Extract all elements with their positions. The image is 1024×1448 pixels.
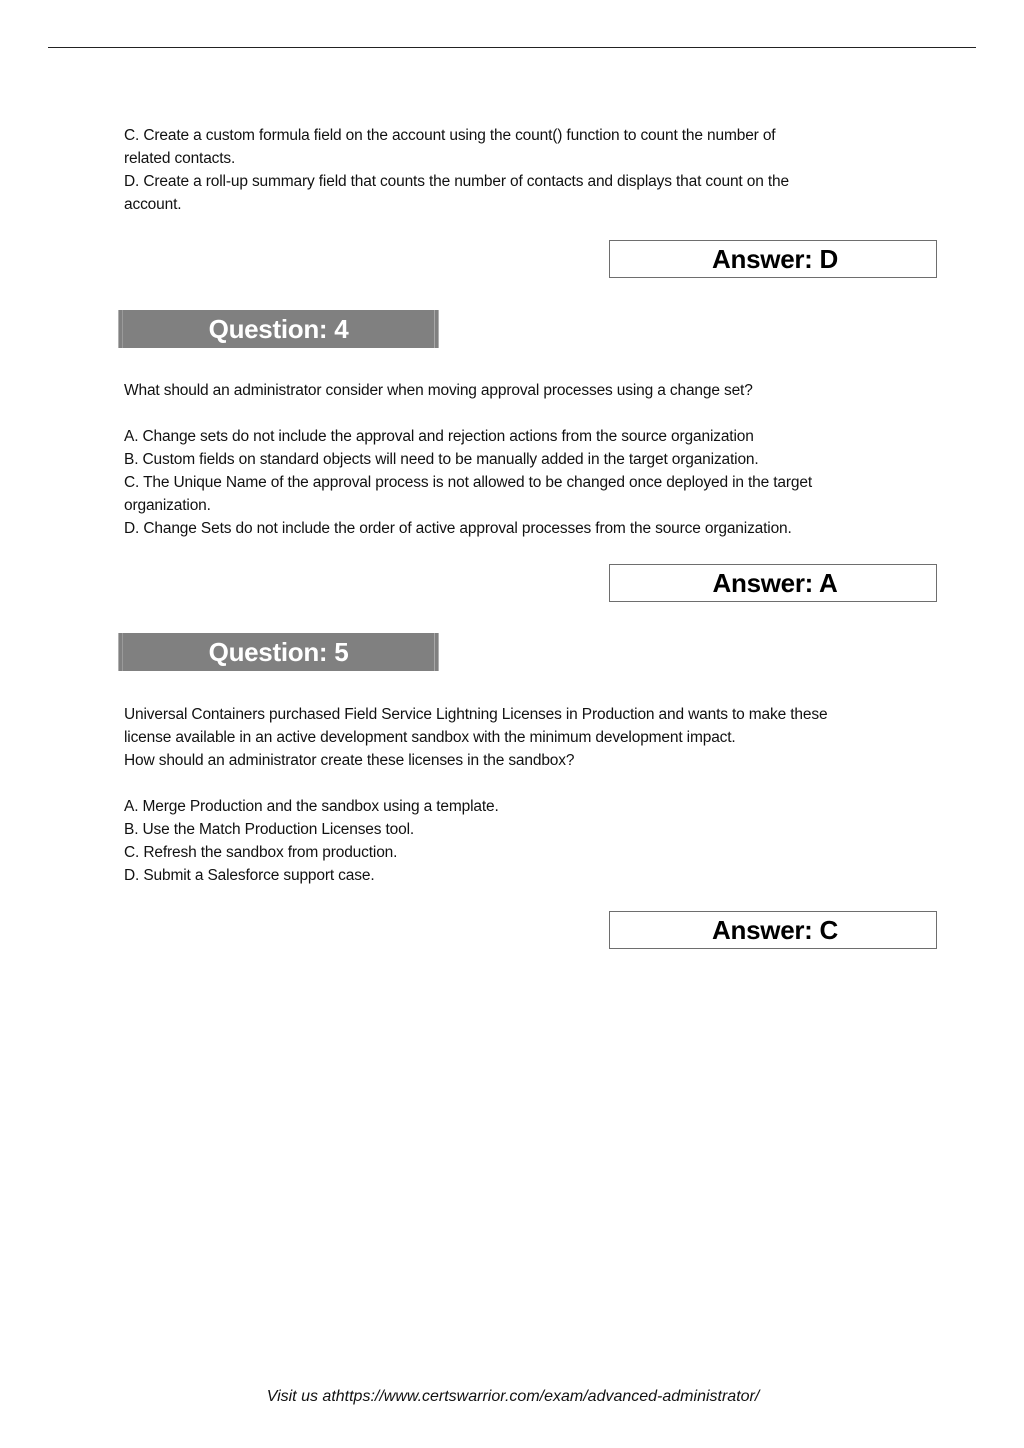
question-4-prompt [124, 379, 924, 402]
option-a: A. Change sets do not include the approval and rejection actions from the source organization [124, 428, 754, 445]
question-5-header [118, 633, 439, 671]
answer-label: Answer: D [712, 243, 838, 274]
option-c-line-1: C. The Unique Name of the approval process is not allowed to be changed once deployed in the target [124, 474, 812, 491]
answer-label: Answer: A [712, 567, 838, 598]
option-c: C. Refresh the sandbox from production. [124, 844, 398, 861]
option-a: A. Merge Production and the sandbox using a template. [124, 798, 499, 815]
answer-box-question-4 [609, 564, 937, 602]
question-3-options [124, 124, 924, 216]
option-b: B. Custom fields on standard objects will need to be manually added in the target organization. [124, 451, 759, 468]
option-d-line-2: account. [124, 196, 182, 213]
option-d: D. Submit a Salesforce support case. [124, 867, 375, 884]
answer-label: Answer: C [712, 914, 838, 945]
option-b: B. Use the Match Production Licenses tool. [124, 821, 415, 838]
question-5-title: Question: 5 [208, 636, 349, 667]
option-d-line-1: D. Create a roll-up summary field that counts the number of contacts and displays that count on the [124, 173, 789, 190]
option-c-line-2: related contacts. [124, 150, 236, 167]
prompt-line-1: Universal Containers purchased Field Service Lightning Licenses in Production and wants to make these [124, 706, 828, 723]
footer [0, 1388, 1024, 1406]
option-d: D. Change Sets do not include the order of active approval processes from the source organization. [124, 520, 792, 537]
header-divider [48, 47, 976, 48]
option-c-line-1: C. Create a custom formula field on the account using the count() function to count the number of [124, 127, 776, 144]
prompt-line-2: license available in an active development sandbox with the minimum development impact. [124, 729, 736, 746]
footer-link-text[interactable]: Visit us athttps://www.certswarrior.com/exam/advanced-administrator/ [266, 1388, 760, 1405]
answer-box-question-5 [609, 911, 937, 949]
question-4-title: Question: 4 [208, 313, 349, 344]
answer-box-question-3 [609, 240, 937, 278]
question-5-options [124, 795, 924, 887]
question-5-prompt [124, 703, 924, 772]
option-c-line-2: organization. [124, 497, 211, 514]
prompt-line: What should an administrator consider when moving approval processes using a change set? [124, 382, 753, 399]
question-4-options [124, 425, 924, 540]
question-4-header [118, 310, 439, 348]
prompt-line-3: How should an administrator create these licenses in the sandbox? [124, 752, 575, 769]
